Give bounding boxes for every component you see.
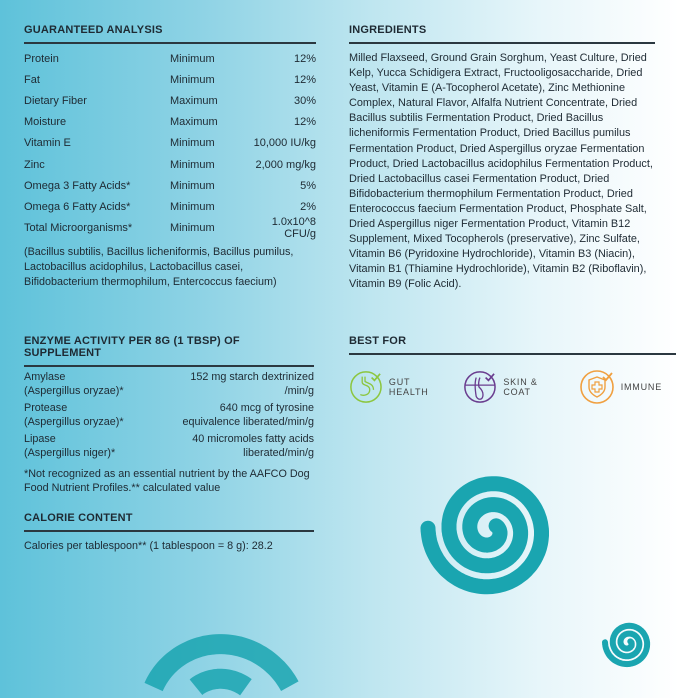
analysis-value: 2% — [300, 200, 316, 213]
calorie-text: Calories per tablespoon** (1 tablespoon = 8 g): 28.2 — [24, 540, 273, 552]
enzyme-val1: 640 mcg of tyrosine — [219, 402, 314, 414]
enzyme-name2: (Aspergillus oryzae)* — [24, 384, 124, 397]
analysis-name: Omega 3 Fatty Acids* — [24, 179, 131, 192]
analysis-row — [24, 196, 316, 217]
spiral-bottom-partial — [154, 644, 290, 687]
analysis-row — [24, 154, 316, 175]
microorganism-list: (Bacillus subtilis, Bacillus licheniformis, Bacillus pumilus, Lactobacillus acidophilus, Lactobacillus casei, Bifidobacterium thermophilum, Entercoccus faecium) — [24, 245, 294, 288]
benefit-label: GUT HEALTH — [388, 377, 429, 397]
section-title: INGREDIENTS — [349, 24, 655, 44]
enzyme-name1: Amylase — [24, 371, 66, 383]
section-title: BEST FOR — [349, 335, 676, 355]
enzyme-val2: liberated/min/g — [243, 446, 314, 459]
enzyme-row — [24, 433, 314, 460]
calorie-content-section — [24, 512, 314, 554]
analysis-name: Dietary Fiber — [24, 94, 87, 107]
analysis-row — [24, 112, 316, 133]
analysis-row — [24, 218, 316, 239]
analysis-row — [24, 90, 316, 111]
enzyme-val2: /min/g — [284, 384, 314, 397]
guaranteed-analysis-section — [24, 24, 316, 290]
benefit-label: IMMUNE — [620, 382, 662, 392]
analysis-name: Vitamin E — [24, 137, 71, 150]
analysis-type: Minimum — [170, 52, 215, 65]
analysis-type: Maximum — [170, 116, 218, 129]
hair-follicle-check-icon — [463, 369, 497, 405]
ingredients-text: Milled Flaxseed, Ground Grain Sorghum, Yeast Culture, Dried Kelp, Yucca Schidigera Extract, Fructooligosaccharide, Dried Yeast, Vitamin E (A-Tocopherol Acetate), Zinc Methionine Complex, Natural Flavor, Alfalfa Nutrient Concentrate, Dried Bacillus subtilis Fermentation Product, Dried Bacillus licheniformis Fermentation Product, Dried Bacillus pumilus Fermentation Product, Dried Aspergillus oryzae Fermentation Product, Dried Lactobacillus acidophilus Fermentation Product, Dried Lactobacillus casei Fermentation Product, Dried Bifidobacterium thermophilum Fermentation Product, Dried Enterococcus faecium Fermentation Product, Phosphate Salt, Dried Aspergillus niger Fermentation Product, Vitamin B12 Supplement, Mixed Tocopherols (preservative), Zinc Sulfate, Vitamin B6 (Pyridoxine Hydrochloride), Vitamin B3 (Niacin), Vitamin B1 (Thiamine Hydrochloride), Vitamin B2 (Riboflavin), Vitamin B9 (Folic Acid). — [349, 52, 653, 291]
analysis-row — [24, 48, 316, 69]
stomach-check-icon — [349, 369, 383, 405]
analysis-value: 12% — [293, 52, 316, 65]
enzyme-row — [24, 371, 314, 398]
section-title: CALORIE CONTENT — [24, 512, 314, 532]
enzyme-val1: 40 micromoles fatty acids — [192, 433, 314, 445]
spiral-large — [428, 484, 542, 587]
enzyme-name2: (Aspergillus niger)* — [24, 446, 116, 459]
ingredients-section — [349, 24, 655, 293]
enzyme-row — [24, 402, 314, 429]
analysis-value: 12% — [293, 116, 316, 129]
benefit-label: SKIN & COAT — [503, 377, 538, 397]
analysis-type: Maximum — [170, 94, 218, 107]
analysis-value: 5% — [300, 179, 316, 192]
section-title: GUARANTEED ANALYSIS — [24, 24, 316, 44]
enzyme-name2: (Aspergillus oryzae)* — [24, 415, 124, 428]
spiral-small — [605, 626, 647, 664]
analysis-type: Minimum — [170, 137, 215, 150]
benefit-skin-coat — [463, 369, 564, 405]
analysis-value: 12% — [293, 73, 316, 86]
analysis-type: Minimum — [170, 222, 215, 235]
section-title: ENZYME ACTIVITY PER 8G (1 TBSP) OF SUPPLEMENT — [24, 335, 314, 367]
enzyme-name1: Protease — [24, 402, 68, 414]
enzyme-name1: Lipase — [24, 433, 56, 445]
analysis-value: 30% — [293, 94, 316, 107]
analysis-type: Minimum — [170, 73, 215, 86]
analysis-name: Protein — [24, 52, 59, 65]
footnote: *Not recognized as an essential nutrient by the AAFCO Dog Food Nutrient Profiles.** calculated value — [24, 468, 310, 494]
analysis-row — [24, 69, 316, 90]
analysis-name: Total Microorganisms* — [24, 222, 133, 235]
analysis-value: 1.0x10^8 CFU/g — [271, 216, 316, 241]
analysis-name: Moisture — [24, 116, 67, 129]
analysis-value: 2,000 mg/kg — [255, 158, 316, 171]
analysis-value: 10,000 IU/kg — [253, 137, 316, 150]
analysis-name: Zinc — [24, 158, 45, 171]
analysis-name: Fat — [24, 73, 40, 86]
analysis-type: Minimum — [170, 179, 215, 192]
analysis-type: Minimum — [170, 200, 215, 213]
enzyme-val1: 152 mg starch dextrinized — [190, 371, 314, 383]
analysis-row — [24, 133, 316, 154]
enzyme-val2: equivalence liberated/min/g — [182, 415, 314, 428]
benefit-immune — [579, 369, 662, 405]
best-for-section — [349, 335, 676, 405]
shield-cross-check-icon — [579, 369, 615, 405]
enzyme-activity-section — [24, 335, 314, 495]
analysis-type: Minimum — [170, 158, 215, 171]
analysis-row — [24, 175, 316, 196]
analysis-name: Omega 6 Fatty Acids* — [24, 200, 131, 213]
benefit-gut-health — [349, 369, 449, 405]
